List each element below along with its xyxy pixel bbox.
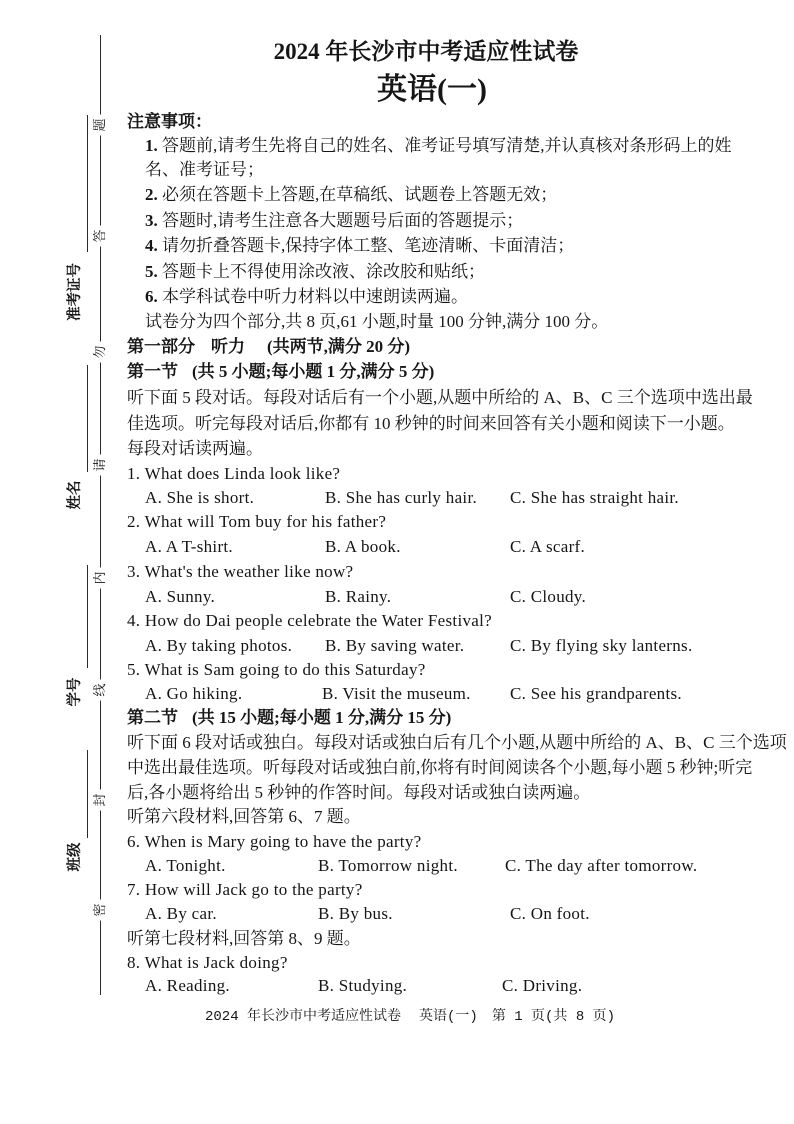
notice-item-number: 2.: [145, 185, 158, 204]
section-instruction: 听下面 5 段对话。每段对话后有一个小题,从题中所给的 A、B、C 三个选项中选出最: [127, 388, 753, 407]
question-4-option-b: B. By saving water.: [325, 636, 465, 655]
part-label: 第一部分: [127, 337, 195, 356]
notice-item-3: [145, 209, 523, 233]
part-heading: [127, 335, 410, 359]
footer-subject: 英语(一): [419, 1009, 478, 1025]
exam-title: 2024 年长沙市中考适应性试卷: [273, 39, 579, 64]
question-2-option-a: A. A T-shirt.: [145, 537, 233, 556]
question-8-option-c: C. Driving.: [502, 976, 583, 995]
footer-page-number: 第 1 页(共 8 页): [491, 1009, 616, 1025]
question-8-option-a: A. Reading.: [145, 976, 230, 995]
class-label: 班级: [67, 842, 83, 872]
question-6-option-c: C. The day after tomorrow.: [505, 856, 698, 875]
exam-summary: 试卷分为四个部分,共 8 页,61 小题,时量 100 分钟,满分 100 分。: [145, 312, 609, 331]
section-label: 第二节: [127, 708, 178, 727]
question-4-stem: 4. How do Dai people celebrate the Water Festival?: [127, 611, 492, 630]
seal-char: 请: [92, 454, 108, 475]
question-7-option-b: B. By bus.: [318, 904, 393, 923]
notice-item-number: 6.: [145, 287, 158, 306]
section-note: (共 5 小题;每小题 1 分,满分 5 分): [192, 362, 435, 381]
seal-char: 封: [92, 789, 108, 810]
part-note: (共两节,满分 20 分): [267, 337, 411, 356]
seal-char: 内: [92, 567, 108, 588]
section-heading: [127, 706, 451, 730]
question-5-option-b: B. Visit the museum.: [322, 684, 471, 703]
notice-item-2: [145, 183, 557, 207]
notice-item-text: 本学科试卷中听力材料以中速朗读两遍。: [162, 287, 468, 306]
notice-item-4: [145, 234, 574, 258]
section-note: (共 15 小题;每小题 1 分,满分 15 分): [192, 708, 452, 727]
exam-subject: 英语(一): [377, 73, 487, 106]
question-7-option-c: C. On foot.: [510, 904, 590, 923]
notice-item-1-continued: 名、准考证号；: [145, 160, 264, 179]
name-label: 姓名: [67, 480, 83, 510]
section-instruction: 听下面 6 段对话或独白。每段对话或独白后有几个小题,从题中所给的 A、B、C 三个选项: [127, 733, 787, 752]
exam-number-blank: [87, 115, 88, 252]
class-blank: [87, 750, 88, 838]
question-1-option-c: C. She has straight hair.: [510, 488, 679, 507]
part-name: 听力: [211, 337, 245, 356]
student-number-blank: [87, 565, 88, 668]
seal-line: [100, 35, 101, 995]
seal-char: 答: [92, 225, 108, 246]
seal-char: 勿: [92, 341, 108, 362]
notice-item-number: 1.: [145, 136, 158, 155]
question-2-stem: 2. What will Tom buy for his father?: [127, 512, 387, 531]
seal-char: 线: [92, 679, 108, 700]
material-group-label: 听第六段材料,回答第 6、7 题。: [127, 807, 361, 826]
notice-item-6: [145, 285, 468, 309]
question-4-option-c: C. By flying sky lanterns.: [510, 636, 693, 655]
notice-heading: 注意事项：: [127, 112, 212, 131]
question-8-option-b: B. Studying.: [318, 976, 408, 995]
notice-item-text: 必须在答题卡上答题,在草稿纸、试题卷上答题无效；: [162, 185, 558, 204]
name-blank: [87, 365, 88, 472]
section-heading: [127, 360, 434, 384]
notice-item-number: 5.: [145, 262, 158, 281]
question-6-stem: 6. When is Mary going to have the party?: [127, 832, 422, 851]
notice-item-5: [145, 260, 485, 284]
question-2-option-c: C. A scarf.: [510, 537, 586, 556]
question-3-option-b: B. Rainy.: [325, 587, 392, 606]
notice-item-text: 答题时,请考生注意各大题题号后面的答题提示；: [162, 211, 524, 230]
question-5-option-a: A. Go hiking.: [145, 684, 243, 703]
section-instruction: 后,各小题将给出 5 秒钟的作答时间。每段对话或独白读两遍。: [127, 783, 591, 802]
notice-item-text: 答题卡上不得使用涂改液、涂改胶和贴纸；: [162, 262, 485, 281]
question-1-option-a: A. She is short.: [145, 488, 255, 507]
seal-char: 密: [92, 899, 108, 920]
question-1-stem: 1. What does Linda look like?: [127, 464, 341, 483]
question-3-option-a: A. Sunny.: [145, 587, 216, 606]
page-footer: [205, 1005, 615, 1029]
notice-item-number: 3.: [145, 211, 158, 230]
notice-item-text: 答题前,请考生先将自己的姓名、准考证号填写清楚,并认真核对条形码上的姓: [162, 136, 732, 155]
question-2-option-b: B. A book.: [325, 537, 401, 556]
footer-title: 2024 年长沙市中考适应性试卷: [205, 1009, 402, 1025]
section-instruction: 每段对话读两遍。: [127, 439, 263, 458]
notice-item-text: 请勿折叠答题卡,保持字体工整、笔迹清晰、卡面清洁；: [162, 236, 575, 255]
question-1-option-b: B. She has curly hair.: [325, 488, 478, 507]
material-group-label: 听第七段材料,回答第 8、9 题。: [127, 929, 361, 948]
question-6-option-b: B. Tomorrow night.: [318, 856, 458, 875]
notice-item-1: [145, 134, 732, 158]
question-8-stem: 8. What is Jack doing?: [127, 953, 288, 972]
section-instruction: 中选出最佳选项。听每段对话或独白前,你将有时间阅读各个小题,每小题 5 秒钟;听完: [127, 758, 753, 777]
section-instruction: 佳选项。听完每段对话后,你都有 10 秒钟的时间来回答有关小题和阅读下一小题。: [127, 414, 735, 433]
question-7-option-a: A. By car.: [145, 904, 217, 923]
question-6-option-a: A. Tonight.: [145, 856, 226, 875]
exam-number-label: 准考证号: [67, 263, 83, 321]
question-3-stem: 3. What's the weather like now?: [127, 562, 354, 581]
question-5-stem: 5. What is Sam going to do this Saturday?: [127, 660, 426, 679]
seal-char: 题: [92, 114, 108, 135]
student-number-label: 学号: [67, 677, 83, 707]
notice-item-number: 4.: [145, 236, 158, 255]
section-label: 第一节: [127, 362, 178, 381]
question-5-option-c: C. See his grandparents.: [510, 684, 682, 703]
question-7-stem: 7. How will Jack go to the party?: [127, 880, 363, 899]
question-4-option-a: A. By taking photos.: [145, 636, 293, 655]
question-3-option-c: C. Cloudy.: [510, 587, 587, 606]
